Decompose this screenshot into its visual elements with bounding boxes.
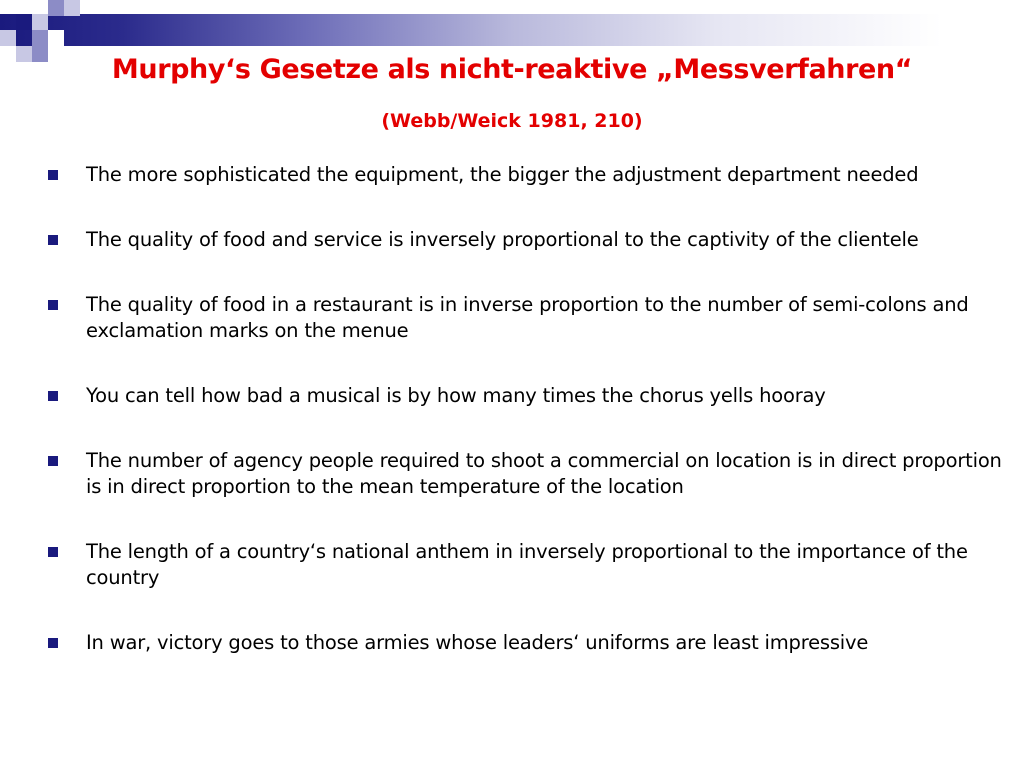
bullet-text: The length of a country‘s national anthem in inversely proportional to the importance of the country [86,540,968,589]
bullet-item [46,383,1006,409]
bullet-item [46,539,1006,591]
bullet-text: The quality of food and service is inversely proportional to the captivity of the clientele [86,228,919,251]
square-bullet-icon [48,170,58,180]
square-bullet-icon [48,391,58,401]
bullet-item [46,227,1006,253]
header-gradient-bar [0,14,1024,46]
square-bullet-icon [48,235,58,245]
square-bullet-icon [48,300,58,310]
square-bullet-icon [48,456,58,466]
square-bullet-icon [48,547,58,557]
bullet-item [46,292,1006,344]
slide-subtitle: (Webb/Weick 1981, 210) [381,110,643,132]
bullet-text: You can tell how bad a musical is by how many times the chorus yells hooray [86,384,826,407]
bullet-text: The more sophisticated the equipment, the bigger the adjustment department needed [86,163,919,186]
bullet-item [46,162,1006,188]
square-bullet-icon [48,638,58,648]
bullet-text: The number of agency people required to shoot a commercial on location is in direct proportion is in direct proportion to the mean temperature of the location [86,449,1002,498]
bullet-text: In war, victory goes to those armies whose leaders‘ uniforms are least impressive [86,631,869,654]
bullet-item [46,630,1006,656]
bullet-item [46,448,1006,500]
bullet-list [46,162,1006,695]
bullet-text: The quality of food in a restaurant is in inverse proportion to the number of semi-colons and exclamation marks on the menue [86,293,969,342]
slide-title: Murphy‘s Gesetze als nicht-reaktive „Messverfahren“ [111,54,913,85]
